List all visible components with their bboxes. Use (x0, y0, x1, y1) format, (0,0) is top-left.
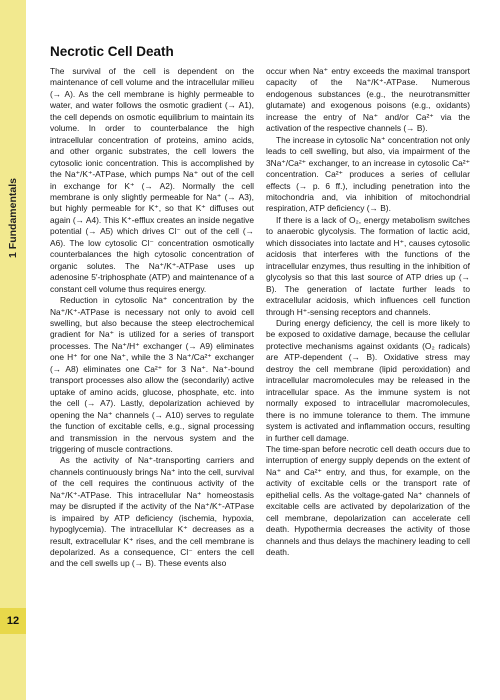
section-label: 1 Fundamentals (7, 178, 19, 258)
page-number: 12 (0, 608, 26, 634)
paragraph: The time-span before necrotic cell death occurs due to interruption of energy supply depends on the extent of Na⁺ and Ca²⁺ entry, and thus, for example, on the activity of excitable cells or the transport rate of epithelial cells. As the voltage-gated Na⁺ channels of excitable cells are activated by depolarization of the cell membrane, depolarization can accelerate cell death. Hypothermia decreases the activity of those channels and thus delays the machinery leading to cell death. (266, 443, 470, 558)
paragraph: The survival of the cell is dependent on the maintenance of cell volume and the intracellular milieu (→ A). As the cell membrane is highly permeable to water, and water follows the osmotic gradient (→ A1), the cell depends on osmotic equilibrium to maintain its volume. In order to counterbalance the high intracellular concentration of proteins, amino acids, and other organic substrates, the cell lowers the cytosolic ionic concentration. This is accomplished by the Na⁺/K⁺-ATPase, which pumps Na⁺ out of the cell in exchange for K⁺ (→ A2). Normally the cell membrane is only slightly permeable for Na⁺ (→ A3), but highly permeable for K⁺, so that K⁺ diffuses out again (→ A4). This K⁺-efflux creates an inside negative potential (→ A5) which drives Cl⁻ out of the cell (→ A6). The low cytosolic Cl⁻ concentration osmotically counterbalances the high cytosolic concentration of organic solutes. The Na⁺/K⁺-ATPase uses up adenosine 5′-triphosphate (ATP) and maintenance of a constant cell volume thus requires energy. (50, 66, 254, 294)
page-title: Necrotic Cell Death (50, 44, 174, 59)
paragraph: Reduction in cytosolic Na⁺ concentration by the Na⁺/K⁺-ATPase is necessary not only to avoid cell swelling, but also because the steep electrochemical gradient for Na⁺ is utilized for a series of transport processes. The Na⁺/H⁺ exchanger (→ A9) eliminates one H⁺ for one Na⁺, while the 3 Na⁺/Ca²⁺ exchanger (→ A8) eliminates one Ca²⁺ for 3 Na⁺. Na⁺-bound transport processes also allow the (secondarily) active uptake of amino acids, glucose, phosphate, etc. into the cell (→ A7). Lastly, depolarization achieved by opening the Na⁺ channels (→ A10) serves to regulate the function of excitable cells, e.g., signal processing and transmission in the nervous system and the triggering of muscle contractions. (50, 295, 254, 454)
paragraph: During energy deficiency, the cell is more likely to be exposed to oxidative damage, because the cellular protective mechanisms against oxidants (O₂ radicals) are ATP-dependent (→ B). Oxidative stress may destroy the cell membrane (lipid peroxidation) and intracellular macromolecules may be released in the intracellular space. As the immune system is not normally exposed to intracellular macromolecules, there is no immune tolerance to them. The immune system is activated and inflammation occurs, resulting in further cell damage. (266, 317, 470, 443)
text-column-right (266, 66, 470, 696)
paragraph: The increase in cytosolic Na⁺ concentration not only leads to cell swelling, but also, via impairment of the 3Na⁺/Ca²⁺ exchanger, to an increase in cytosolic Ca²⁺ concentration. Ca²⁺ produces a series of cellular effects (→ p. 6 ff.), including penetration into the mitochondria and, via inhibition of mitochondrial respiration, ATP deficiency (→ B). (266, 134, 470, 214)
paragraph: occur when Na⁺ entry exceeds the maximal transport capacity of the Na⁺/K⁺-ATPase. Numerous endogenous substances (e.g., the neurotransmitter glutamate) and exogenous poisons (e.g., oxidants) increase the entry of Na⁺ and/or Ca²⁺ via the activation of the respective channels (→ B). (266, 66, 470, 134)
text-column-left (50, 66, 254, 696)
paragraph: If there is a lack of O₂, energy metabolism switches to anaerobic glycolysis. The formation of lactic acid, which dissociates into lactate and H⁺, causes cytosolic acidosis that interferes with the functions of the intracellular enzymes, thus resulting in the inhibition of glycolysis so that this last source of ATP dries up (→ B). The generation of lactate further leads to extracellular acidosis, which influences cell function through H⁺-sensing receptors and channels. (266, 214, 470, 317)
paragraph: As the activity of Na⁺-transporting carriers and channels continuously brings Na⁺ into the cell, survival of the cell requires the continuous activity of the Na⁺/K⁺-ATPase. This intracellular Na⁺ homeostasis may be disrupted if the activity of the Na⁺/K⁺-ATPase is impaired by ATP deficiency (ischemia, hypoxia, hypoglycemia). The intracellular K⁺ decreases as a result, extracellular K⁺ rises, and the cell membrane is depolarized. As a consequence, Cl⁻ enters the cell and the cell swells up (→ B). These events also (50, 455, 254, 569)
section-tab (0, 0, 26, 700)
